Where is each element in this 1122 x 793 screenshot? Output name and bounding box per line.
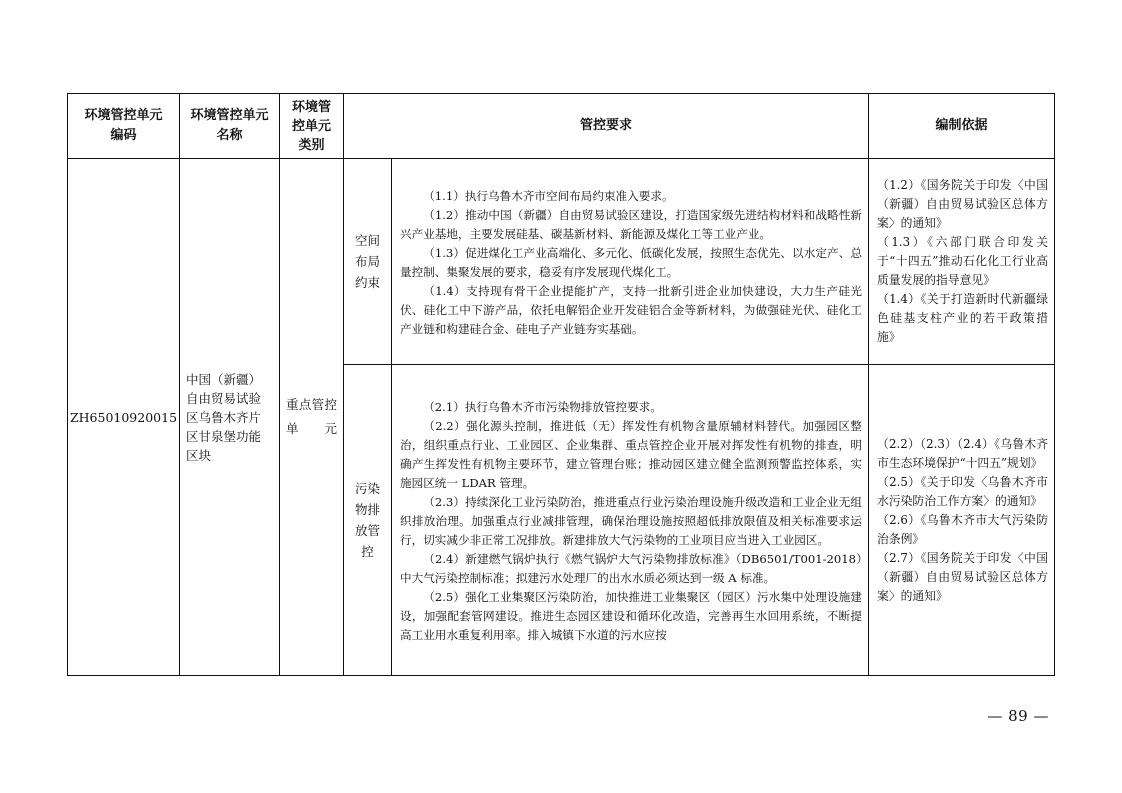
requirement-item: （2.3）持续深化工业污染防治，推进重点行业污染治理设施升级改造和工业企业无组织排放治理。加强重点行业减排管理，确保治理设施按照超低排放限值及相关标准要求运行，切实减少非正常工况排放。新建排放大气污染物的工业项目应当进入工业园区。 (400, 494, 863, 547)
unit-name-cell: 中国（新疆）自由贸易试验区乌鲁木齐片区甘泉堡功能区块 (180, 159, 280, 676)
basis-item: （2.2）（2.3）（2.4）《乌鲁木齐市生态环境保护“十四五”规划》 (877, 436, 1049, 470)
requirement-item: （2.1）执行乌鲁木齐市污染物排放管控要求。 (423, 399, 662, 414)
header-requirements: 管控要求 (344, 94, 869, 159)
requirement-item: （2.5）强化工业集聚区污染防治，加快推进工业集聚区（园区）污水集中处理设施建设，加强配套管网建设。推进生态园区建设和循环化改造，完善再生水回用系统，不断提高工业用水重复利用率。排入城镇下水道的污水应按 (400, 589, 863, 642)
header-unit-code: 环境管控单元编码 (68, 94, 180, 159)
unit-code-cell: ZH65010920015 (68, 159, 180, 676)
section-title-pollution: 污染物排放管控 (354, 481, 380, 559)
section-title-cell-spatial (344, 159, 392, 365)
requirement-item: （2.2）强化源头控制，推进低（无）挥发性有机物含量原辅材料替代。加强园区整治，组织重点行业、工业园区、企业集群、重点管控企业开展对挥发性有机物的排查，明确产生挥发性有机物主要环节，建立管理台账；推动园区建立健全监测预警监控体系，实施园区统一 LDAR 管理。 (400, 418, 863, 490)
basis-item: （2.7）《国务院关于印发〈中国（新疆）自由贸易试验区总体方案〉的通知》 (877, 550, 1049, 603)
requirements-cell-pollution (392, 365, 869, 676)
environmental-control-table (67, 93, 1055, 676)
header-unit-name: 环境管控单元名称 (180, 94, 280, 159)
basis-item: （2.5）《关于印发〈乌鲁木齐市水污染防治工作方案〉的通知》 (877, 474, 1049, 508)
basis-cell-pollution (869, 365, 1055, 676)
basis-item: （1.4）《关于打造新时代新疆绿色硅基支柱产业的若干政策措施》 (877, 292, 1049, 344)
section-title-cell-pollution (344, 365, 392, 676)
section-title-spatial: 空间布局约束 (354, 233, 380, 290)
requirement-item: （1.1）执行乌鲁木齐市空间布局约束准入要求。 (423, 188, 674, 203)
header-basis: 编制依据 (869, 94, 1055, 159)
table-row (68, 159, 1055, 365)
table-header-row (68, 94, 1055, 159)
basis-item: （1.2）《国务院关于印发〈中国（新疆）自由贸易试验区总体方案〉的通知》 (877, 178, 1049, 230)
basis-item: （2.6）《乌鲁木齐市大气污染防治条例》 (877, 512, 1049, 546)
requirement-item: （2.4）新建燃气锅炉执行《燃气锅炉大气污染物排放标准》（DB6501/T001-2018）中大气污染控制标准；拟建污水处理厂的出水水质必须达到一级 A 标准。 (400, 551, 863, 585)
requirement-item: （1.2）推动中国（新疆）自由贸易试验区建设，打造国家级先进结构材料和战略性新兴产业基地，主要发展硅基、碳基新材料、新能源及煤化工等工业产业。 (400, 207, 863, 241)
requirements-cell-spatial (392, 159, 869, 365)
requirement-item: （1.3）促进煤化工产业高端化、多元化、低碳化发展，按照生态优先、以水定产、总量控制、集聚发展的要求，稳妥有序发展现代煤化工。 (400, 245, 863, 279)
unit-category-cell: 重点管控单元 (280, 159, 344, 676)
basis-cell-spatial (869, 159, 1055, 365)
basis-item: （1.3）《六部门联合印发关于“十四五”推动石化化工行业高质量发展的指导意见》 (877, 235, 1049, 287)
requirement-item: （1.4）支持现有骨干企业提能扩产，支持一批新引进企业加快建设，大力生产硅光伏、硅化工中下游产品，依托电解铝企业开发硅铝合金等新材料，为做强硅光伏、硅化工产业链和构建硅合金、硅电子产业链夯实基础。 (400, 283, 863, 336)
page-number: — 89 — (987, 707, 1049, 725)
header-unit-category: 环境管控单元类别 (280, 94, 344, 159)
